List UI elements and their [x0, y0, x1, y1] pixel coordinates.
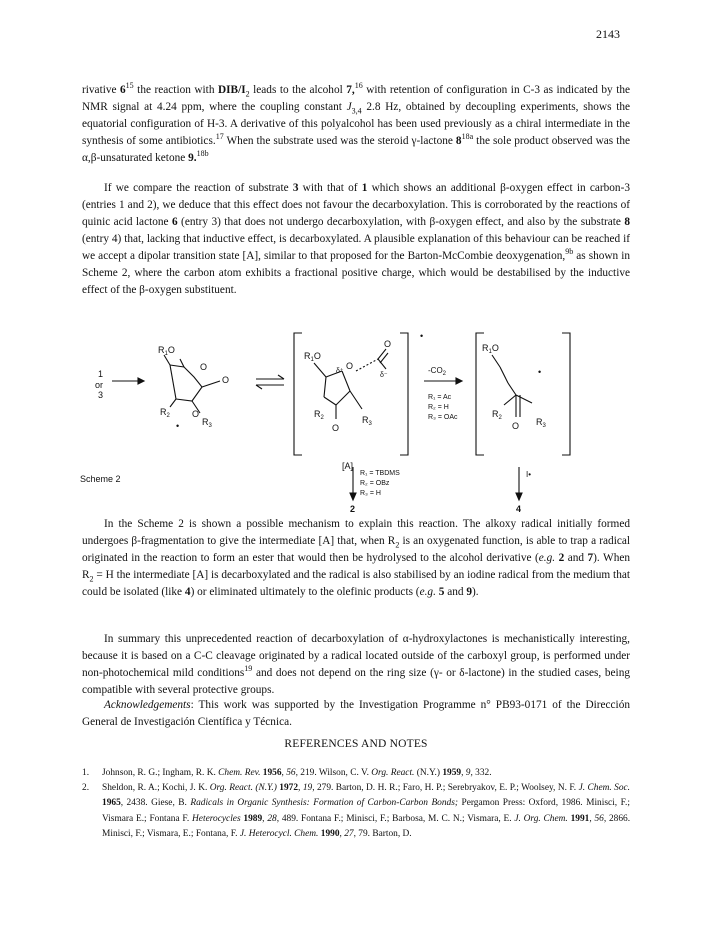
references-list — [82, 766, 630, 842]
cond-down-2: R₂ = OBz — [360, 480, 390, 487]
iodine-radical: I• — [526, 470, 532, 479]
reference-item: 2. Sheldon, R. A.; Kochi, J. K. Org. React. (N.Y.) 1972, 19, 279. Barton, D. H. R.; Faro, H. P.; Serebryakov, E. P.; Woolsey, N. F. J. Chem. Soc. 1965, 2438. Giese, B. Radicals in Organic Synthesis: Formation of Carbon-Carbon Bonds; Pergamon Press: Oxford, 1986. Minisci, F.; Vismara E.; Fontana F. Heterocycles 1989, 28, 489. Fontana F.; Minisci, F.; Barbosa, M. C. N.; Vismara, E. J. Org. Chem. 1991, 56, 2866. Minisci, F.; Vismara, E.; Fontana, F. J. Heterocycl. Chem. 1990, 27, 79. Barton, D. — [82, 783, 631, 839]
lactone-o: O — [192, 409, 200, 419]
scheme-2-figure — [80, 325, 640, 515]
product-4-label: 4 — [516, 504, 522, 514]
ts-r1o: $R_1O$ — [304, 351, 321, 363]
bracket-a-left — [294, 333, 302, 455]
cond-right-3: R₃ = OAc — [428, 414, 458, 421]
ts-carbonyl-o: O — [384, 339, 392, 349]
arrow-head — [138, 378, 144, 384]
bracket-label-a: [A] — [342, 461, 354, 471]
ts-o: O — [346, 361, 354, 371]
lactone-r2: $R_2$ — [160, 407, 170, 419]
reference-item: 1. Johnson, R. G.; Ingham, R. K. Chem. Rev. 1956, 56, 219. Wilson, C. V. Org. React. (N.Y.) 1959, 9, 332. — [82, 768, 492, 778]
scheme-label: Scheme 2 — [80, 474, 121, 484]
paragraph-1: rivative $6^{15}$ the reaction with DIB/$I_2$ leads to the alcohol 7,16 with retention of configuration in C-3 as indicated by the NMR signal at 4.24 ppm, where the coupling constant $J_{3,4}$ 2.8 Hz, obtained by decoupling experiments, shows the equatorial configuration of H-3. A derivative of this polyalcohol has been used previously as a chiral intermediate in the synthesis of some antibiotics.$^{17}$ When the substrate used was the steroid γ-lactone $8^{18a}$ the sole product observed was the α,β-unsaturated ketone 9.$^{18b}$ — [82, 81, 631, 164]
product-o: O — [512, 421, 520, 431]
product-2-label: 2 — [350, 504, 356, 514]
cond-right-1: R₁ = Ac — [428, 394, 452, 401]
lactone-dot: • — [176, 421, 180, 431]
start-or: or — [95, 380, 104, 390]
ts-delta-minus: δ⁻ — [380, 372, 388, 379]
ts-radical-dot: • — [420, 331, 424, 341]
cond-down-1: R₁ = TBDMS — [360, 470, 400, 477]
paragraph-3: In the Scheme 2 is shown a possible mechanism to explain this reaction. The alkoxy radical initially formed undergoes β-fragmentation to give the intermediate [A] that, when $R_2$ is an oxygenated function, is able to trap a radical originated in the reaction to form an ester that would then be hydrolysed to the alcohol derivative (e.g. 2 and 7). When $R_2 = H$ the intermediate [A] is decarboxylated and the radical is also stabilised by an iodine radical from the medium that could be isolated (like 4) or eliminated ultimately to the olefinic products (e.g. 5 and 9). — [82, 518, 630, 598]
lactone-r3: $R_3$ — [202, 417, 212, 429]
ts-o2: O — [332, 423, 340, 433]
references-heading: REFERENCES AND NOTES — [284, 738, 428, 750]
page-number: 2143 — [596, 27, 620, 41]
paragraph-4: In summary this unprecedented reaction of decarboxylation of α-hydroxylactones is mechanistically interesting, because it is based on a C-C cleavage originated by a radical located outside of the carboxyl group, is performed under non-photochemical mild conditions$^{19}$ and does not depend on the ring size (γ- or δ-lactone) in the studied cases, being compatible with several protective groups. — [82, 633, 630, 696]
ts-r2: $R_2$ — [314, 409, 324, 421]
minus-co2: $-CO_2$ — [428, 366, 447, 377]
product-r3: $R_3$ — [536, 417, 546, 429]
cond-right-2: R₂ = H — [428, 404, 449, 411]
lactone-r1o: $R_1O$ — [158, 345, 175, 357]
start-3: 3 — [98, 390, 104, 400]
lactone-carbonyl-o: O — [222, 375, 230, 385]
start-1: 1 — [98, 369, 104, 379]
paragraph-2: If we compare the reaction of substrate 3 with that of 1 which shows an additional β-oxygen effect in carbon-3 (entries 1 and 2), we deduce that this effect does not favour the decarboxylation. This is corroborated by the reactions of quinic acid lactone 6 (entry 3) that does not undergo decarboxylation, with β-oxygen effect, and also by the substrate 8 (entry 4) that, lacking that inductive effect, is decarboxylated. A plausible explanation of this behaviour can be reached if we accept a dipolar transition state [A], similar to that proposed for the Barton-McCombie deoxygenation,$^{9b}$ as shown in Scheme 2, where the carbon atom exhibits a fractional positive charge, which would be destabilised by the inductive effect of the β-oxygen substituent. — [82, 182, 631, 296]
ts-delta-plus: δ⁺ — [336, 368, 344, 375]
bracket-a-right — [400, 333, 408, 455]
product-radical-dot: • — [538, 367, 542, 377]
lactone-ring-o: O — [200, 362, 208, 372]
ts-r3: $R_3$ — [362, 415, 372, 427]
bracket-b-right — [562, 333, 570, 455]
paragraph-acknowledgements: Acknowledgements: This work was supported by the Investigation Programme n° PB93-0171 of the Dirección General de Investigación Científica y Técnica. — [82, 699, 630, 728]
scheme-2-svg — [80, 325, 640, 515]
lactone-ring — [170, 365, 202, 401]
product-r2: $R_2$ — [492, 409, 502, 421]
product-r1o: $R_1O$ — [482, 343, 499, 355]
cond-down-3: R₃ = H — [360, 490, 381, 497]
